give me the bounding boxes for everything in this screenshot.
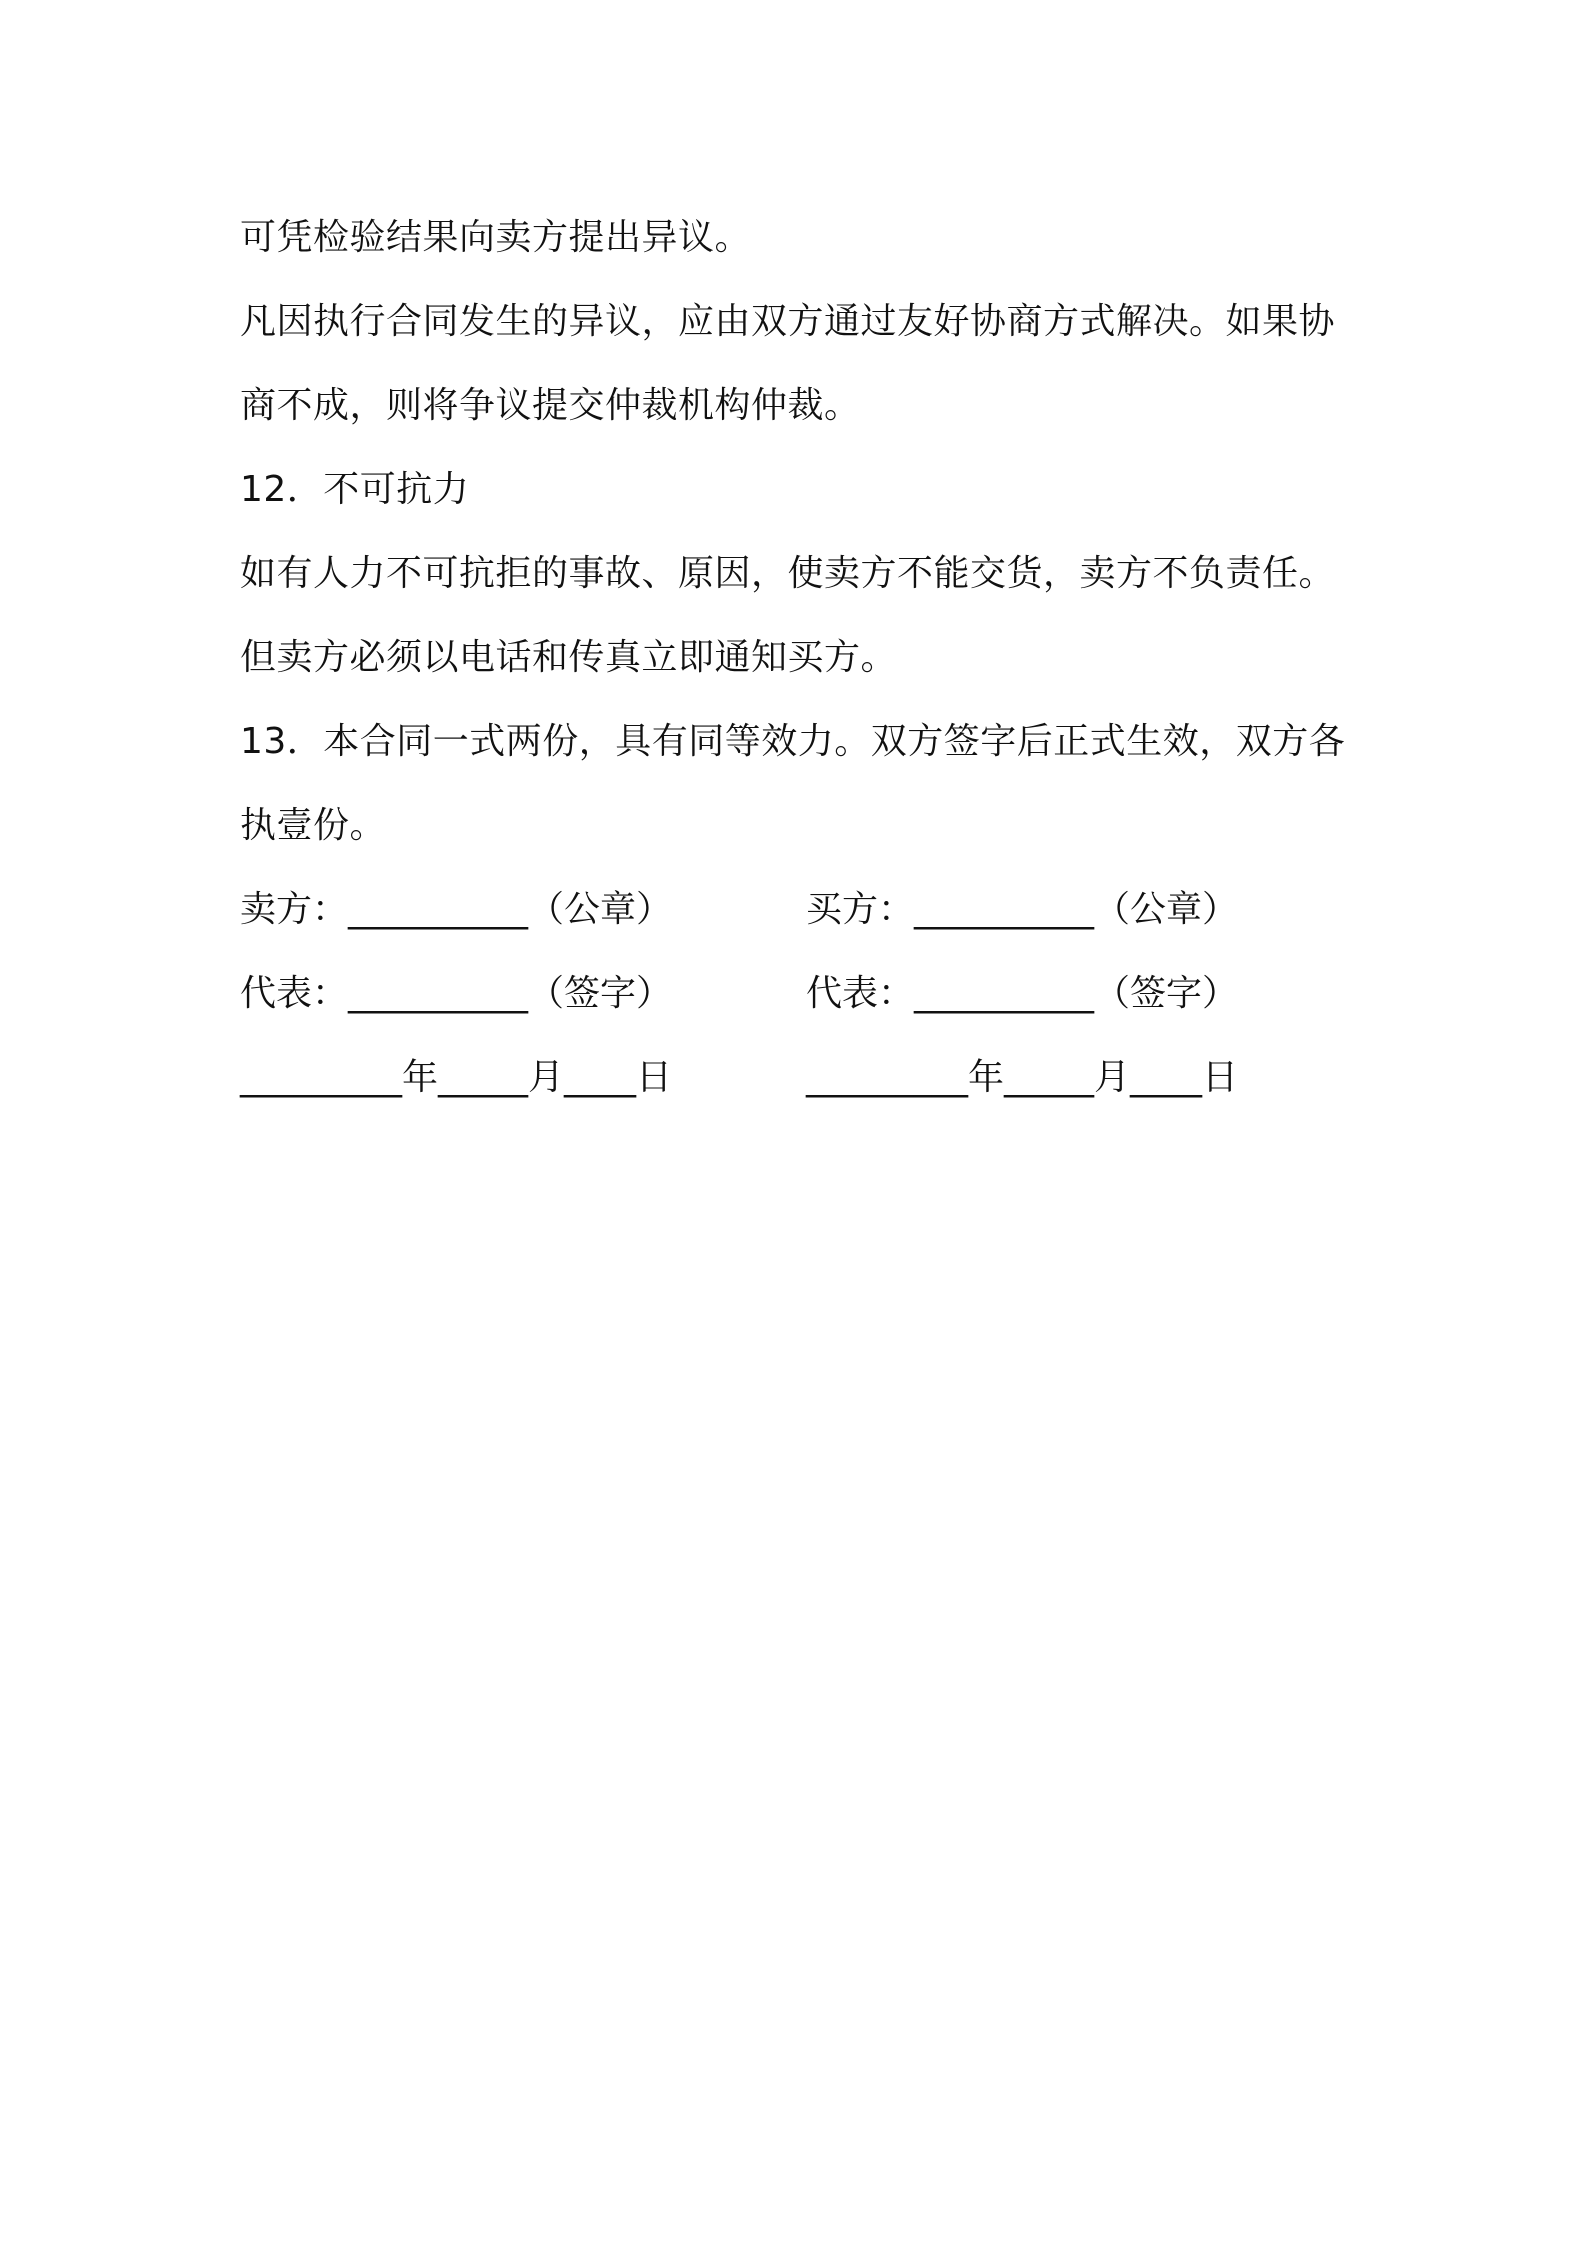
buyer-rep-field: 代表：__________（签字） bbox=[806, 973, 1239, 1014]
seller-date-field: _________年_____月____日 bbox=[240, 1057, 672, 1098]
paragraph-line: 凡因执行合同发生的异议，应由双方通过友好协商方式解决。如果协 bbox=[240, 301, 1336, 342]
buyer-seal-field: 买方：__________（公章） bbox=[806, 889, 1239, 930]
paragraph-line: 如有人力不可抗拒的事故、原因，使卖方不能交货，卖方不负责任。 bbox=[240, 553, 1336, 594]
paragraph-line: 但卖方必须以电话和传真立即通知买方。 bbox=[240, 637, 898, 678]
signature-seal-row bbox=[240, 868, 1360, 952]
paragraph-line: 执壹份。 bbox=[240, 805, 387, 846]
seller-seal-field: 卖方：__________（公章） bbox=[240, 889, 673, 930]
document-body bbox=[240, 196, 1360, 1120]
paragraph-line: 13．本合同一式两份，具有同等效力。双方签字后正式生效，双方各 bbox=[240, 721, 1346, 762]
buyer-date-field: _________年_____月____日 bbox=[806, 1057, 1238, 1098]
seller-rep-field: 代表：__________（签字） bbox=[240, 973, 673, 1014]
paragraph-line: 商不成，则将争议提交仲裁机构仲裁。 bbox=[240, 385, 861, 426]
paragraph-line: 可凭检验结果向卖方提出异议。 bbox=[240, 217, 752, 258]
signature-date-row bbox=[240, 1036, 1360, 1120]
signature-rep-row bbox=[240, 952, 1360, 1036]
section-heading: 12．不可抗力 bbox=[240, 469, 470, 510]
